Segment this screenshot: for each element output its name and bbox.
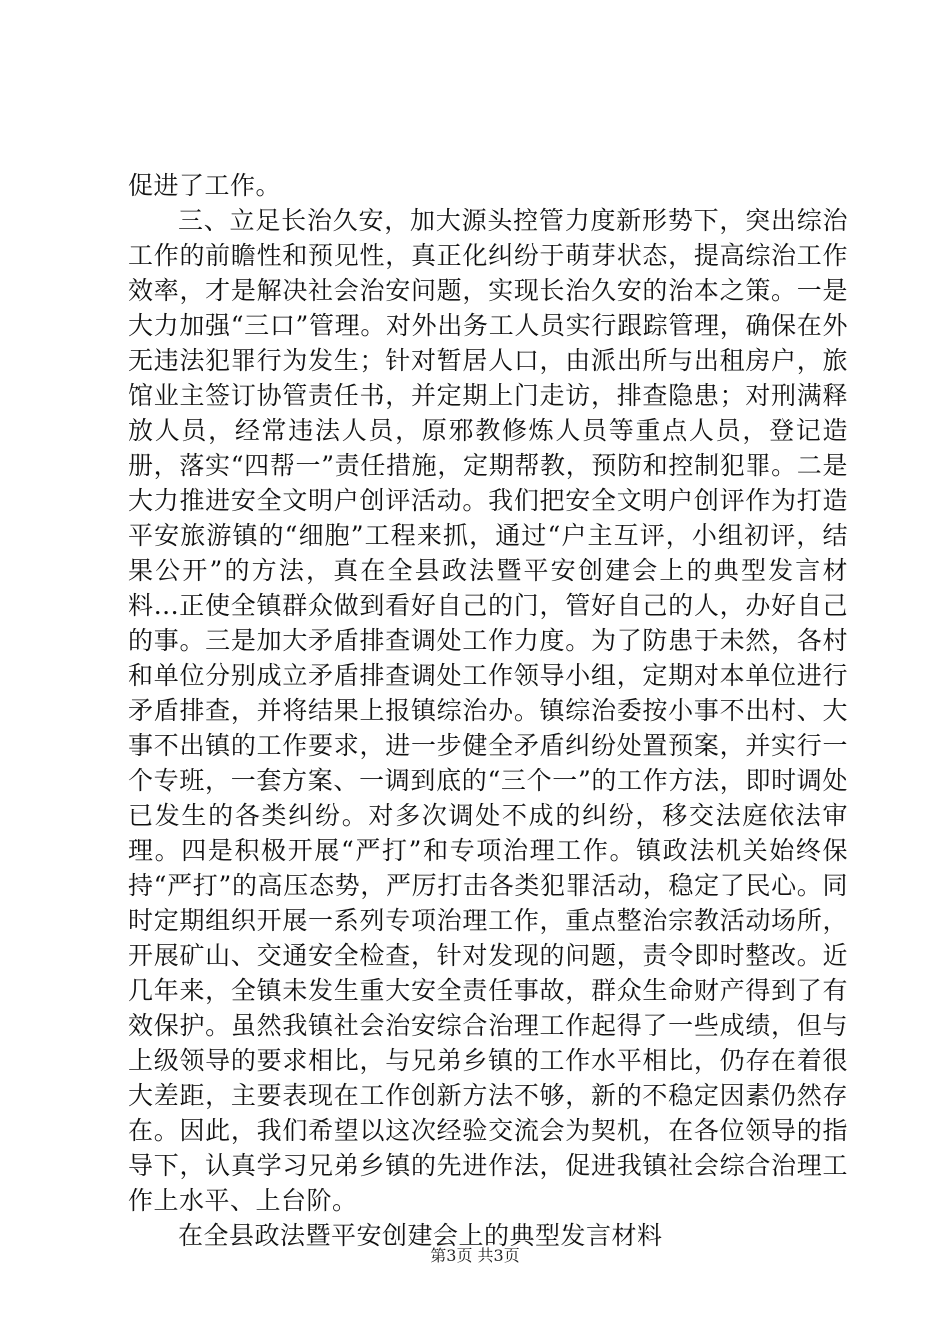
page-number: 第3页 共3页 xyxy=(430,1246,520,1265)
paragraph-section-three: 三、立足长治久安，加大源头控管力度新形势下，突出综治工作的前瞻性和预见性，真正化纠纷于萌芽状态，提高综治工作效率，才是解决社会治安问题，实现长治久安的治本之策。一是大力加强“三口”管理。对外出务工人员实行跟踪管理，确保在外无违法犯罪行为发生；针对暂居人口，由派出所与出租房户，旅馆业主签订协管责任书，并定期上门走访，排查隐患；对刑满释放人员，经常违法人员，原邪教修炼人员等重点人员，登记造册，落实“四帮一”责任措施，定期帮教，预防和控制犯罪。二是大力推进安全文明户创评活动。我们把安全文明户创评作为打造平安旅游镇的“细胞”工程来抓，通过“户主互评，小组初评，结果公开”的方法，真在全县政法暨平安创建会上的典型发言材料...正使全镇群众做到看好自己的门，管好自己的人，办好自己的事。三是加大矛盾排查调处工作力度。为了防患于未然，各村和单位分别成立矛盾排查调处工作领导小组，定期对本单位进行矛盾排查，并将结果上报镇综治办。镇综治委按小事不出村、大事不出镇的工作要求，进一步健全矛盾纠纷处置预案，并实行一个专班，一套方案、一调到底的“三个一”的工作方法，即时调处已发生的各类纠纷。对多次调处不成的纠纷，移交法庭依法审理。四是积极开展“严打”和专项治理工作。镇政法机关始终保持“严打”的高压态势，严厉打击各类犯罪活动，稳定了民心。同时定期组织开展一系列专项治理工作，重点整治宗教活动场所，开展矿山、交通安全检查，针对发现的问题，责令即时整改。近几年来，全镇未发生重大安全责任事故，群众生命财产得到了有效保护。虽然我镇社会治安综合治理工作起得了一些成绩，但与上级领导的要求相比，与兄弟乡镇的工作水平相比，仍存在着很大差距，主要表现在工作创新方法不够，新的不稳定因素仍然存在。因此，我们希望以这次经验交流会为契机，在各位领导的指导下，认真学习兄弟乡镇的先进作法，促进我镇社会综合治理工作上水平、上台阶。 xyxy=(128,206,848,1215)
paragraph-closing-title: 在全县政法暨平安创建会上的典型发言材料 xyxy=(178,1221,663,1250)
document-body xyxy=(128,168,848,1253)
paragraph-continuation: 促进了工作。 xyxy=(128,171,282,200)
